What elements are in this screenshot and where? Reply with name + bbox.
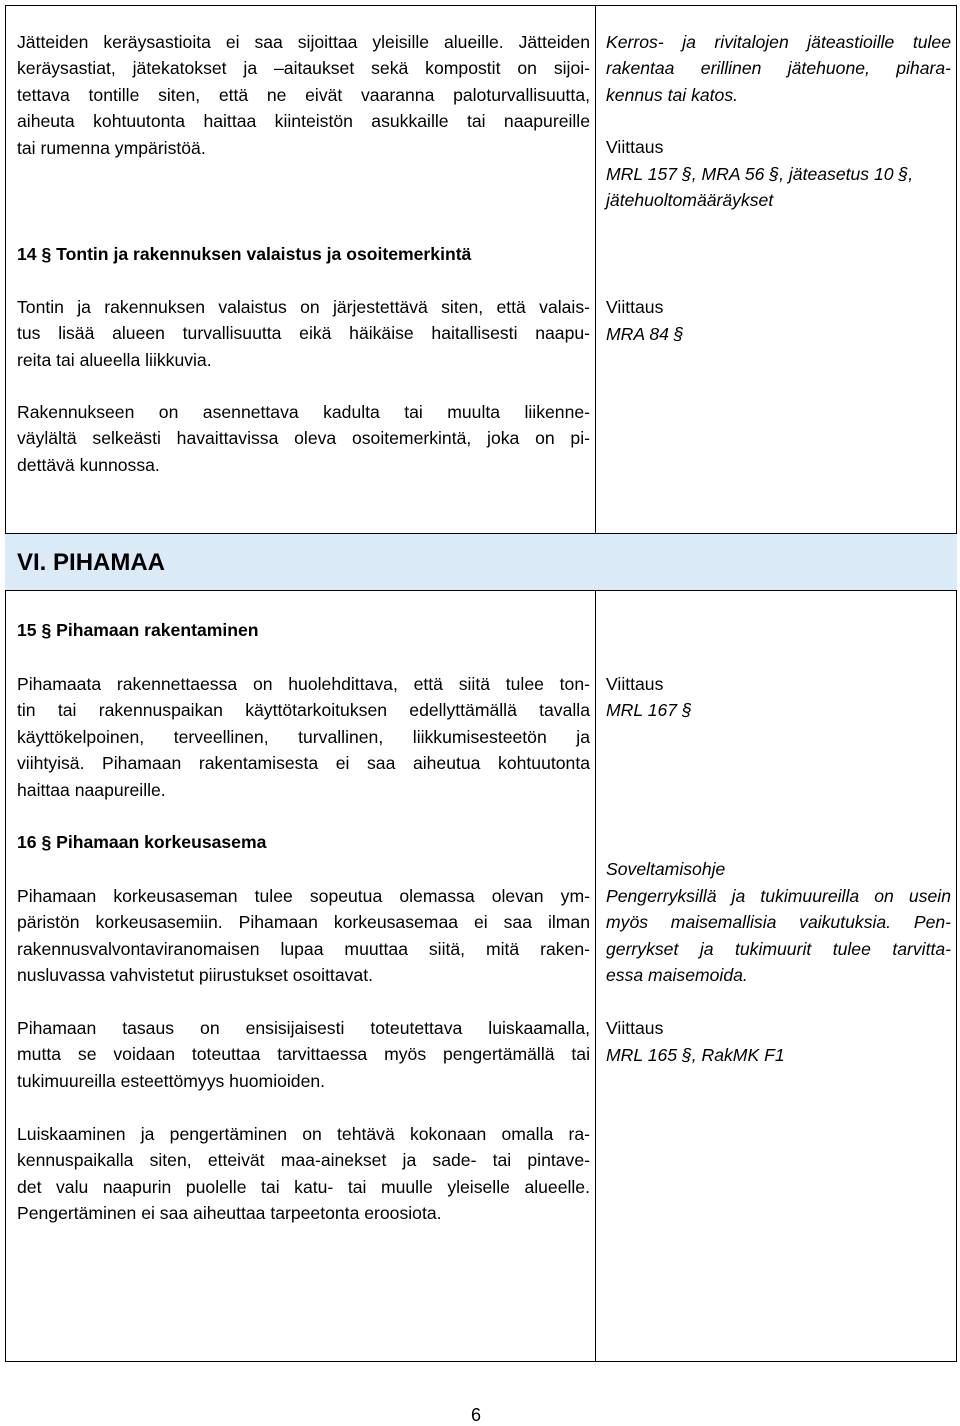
section-title: VI. PIHAMAA xyxy=(17,549,166,576)
reference-label: Viittaus xyxy=(606,1018,664,1038)
text-line: Pengertäminen ei saa aiheuttaa tarpeetonta eroosiota. xyxy=(17,1203,442,1224)
text-line: viihtyisä. Pihamaan rakentamisesta ei saa aiheutua kohtuutonta xyxy=(17,753,590,774)
text-line: Tontin ja rakennuksen valaistus on järjestettävä siten, että valais- xyxy=(17,297,590,317)
text-line: nusluvassa vahvistetut piirustukset osoittavat. xyxy=(17,965,373,986)
text-line: MRL 157 §, MRA 56 §, jäteasetus 10 §, xyxy=(606,164,914,184)
elevation-paragraph xyxy=(17,883,590,989)
text-line: aiheuta kohtuutonta haittaa kiinteistön asukkaille tai naapureille xyxy=(17,111,590,132)
text-line: dettävä kunnossa. xyxy=(17,454,160,475)
text-line: reita tai alueella liikkuvia. xyxy=(17,349,212,370)
text-line: tus lisää alueen turvallisuutta eikä häikäise haitallisesti naapu- xyxy=(17,323,590,344)
upper-column-divider xyxy=(595,5,596,534)
text-line: käyttökelpoinen, terveellinen, turvallinen, liikkumisesteetön ja xyxy=(17,726,590,747)
text-line: rakentaa erillinen jätehuone, pihara- xyxy=(606,58,951,79)
address-paragraph xyxy=(17,399,590,478)
text-line: rakennusvalvontaviranomaisen lupaa muuttaa siitä, mitä raken- xyxy=(17,938,590,959)
text-line: Pihamaan tasaus on ensisijaisesti toteutettava luiskaamalla, xyxy=(17,1018,590,1038)
section-15-heading: 15 § Pihamaan rakentaminen xyxy=(17,620,259,640)
text-line: mutta se voidaan toteuttaa tarvittaessa myös pengertämällä tai xyxy=(17,1044,590,1065)
slope-paragraph xyxy=(17,1121,590,1227)
yard-construction-paragraph xyxy=(17,671,590,803)
text-line: Pihamaata rakennettaessa on huolehdittava, että siitä tulee ton- xyxy=(17,674,590,694)
reference-label: Viittaus xyxy=(606,297,664,317)
grading-paragraph xyxy=(17,1015,590,1094)
text-line: kennus tai katos. xyxy=(606,84,739,105)
text-line: Pengerryksillä ja tukimuureilla on usein xyxy=(606,886,951,906)
text-line: väylältä selkeästi havaittavissa oleva osoitemerkintä, joka on pi- xyxy=(17,428,590,449)
lower-column-divider xyxy=(595,590,596,1362)
text-line: myös maisemallisia vaikutuksia. Pen- xyxy=(606,912,951,933)
reference-text: MRA 84 § xyxy=(606,324,684,344)
text-line: Luiskaaminen ja pengertäminen on tehtävä kokonaan omalla ra- xyxy=(17,1124,590,1144)
text-line: kennuspaikalla siten, etteivät maa-ainekset ja sade- tai pintave- xyxy=(17,1150,590,1171)
reference-text: MRL 167 § xyxy=(606,700,692,720)
section-14-heading: 14 § Tontin ja rakennuksen valaistus ja osoitemerkintä xyxy=(17,244,472,264)
text-line: det valu naapurin puolelle tai katu- tai muulle yleiselle alueelle. xyxy=(17,1176,590,1197)
text-line: Kerros- ja rivitalojen jäteastioille tulee xyxy=(606,32,951,52)
guidance-text xyxy=(606,883,951,989)
waste-room-note xyxy=(606,29,951,108)
section-16-heading: 16 § Pihamaan korkeusasema xyxy=(17,832,267,852)
text-line: Pihamaan korkeusaseman tulee sopeutua olemassa olevan ym- xyxy=(17,886,590,906)
reference-text: MRL 165 §, RakMK F1 xyxy=(606,1045,785,1065)
text-line: Rakennukseen on asennettava kadulta tai muulta liikenne- xyxy=(17,402,590,422)
text-line: Jätteiden keräysastioita ei saa sijoittaa yleisille alueille. Jätteiden xyxy=(17,32,590,52)
page-number: 6 xyxy=(471,1405,482,1425)
waste-paragraph xyxy=(17,29,590,161)
text-line: tettava tontille siten, että ne eivät vaaranna paloturvallisuutta, xyxy=(17,84,590,105)
lighting-paragraph xyxy=(17,294,590,373)
text-line: jätehuoltomääräykset xyxy=(606,190,774,211)
text-line: tin tai rakennuspaikan käyttötarkoituksen edellyttämällä tavalla xyxy=(17,700,590,721)
text-line: tai rumenna ympäristöä. xyxy=(17,137,206,158)
reference-label: Viittaus xyxy=(606,674,664,694)
text-line: gerrykset ja tukimuurit tulee tarvitta- xyxy=(606,938,951,959)
text-line: haittaa naapureille. xyxy=(17,779,166,800)
reference-text xyxy=(606,161,913,214)
text-line: keräysastiat, jätekatokset ja –aitaukset sekä kompostit on sijoi- xyxy=(17,58,590,79)
text-line: päristön korkeusasemiin. Pihamaan korkeusasemaa ei saa ilman xyxy=(17,912,590,933)
reference-label: Viittaus xyxy=(606,137,664,157)
guidance-label: Soveltamisohje xyxy=(606,859,726,879)
text-line: essa maisemoida. xyxy=(606,965,748,986)
text-line: tukimuureilla esteettömyys huomioiden. xyxy=(17,1070,326,1091)
